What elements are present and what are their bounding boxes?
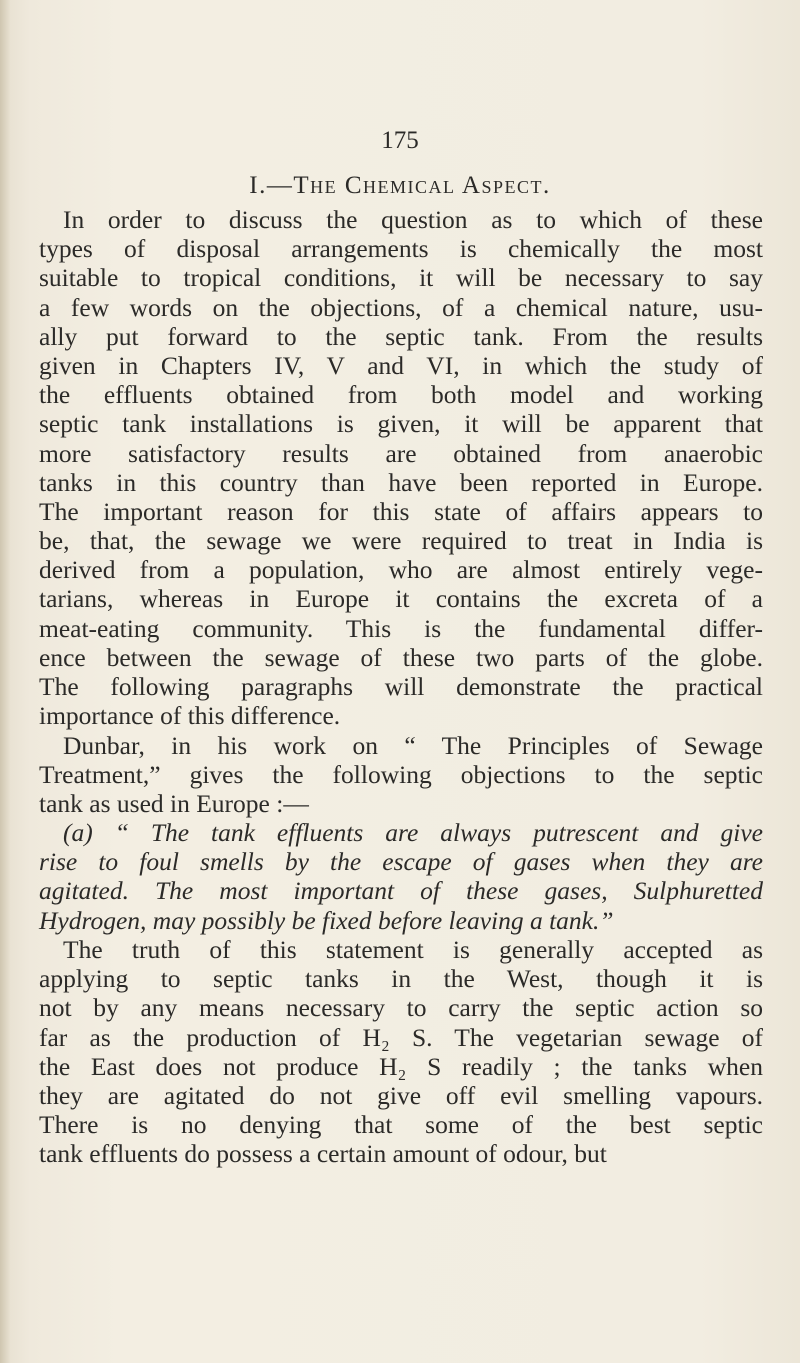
text-line: (a) “ The tank effluents are always putrescent and give	[63, 818, 763, 847]
quote-dunbar-objection	[39, 818, 763, 935]
text-line: tank as used in Europe :—	[39, 789, 309, 819]
paragraph-chemical-aspect	[39, 205, 763, 730]
text-line: ence between the sewage of these two parts of the globe.	[39, 642, 763, 672]
text-line: importance of this difference.	[39, 701, 341, 731]
text-line: Treatment,” gives the following objections to the septic	[39, 760, 763, 790]
text-line: more satisfactory results are obtained from anaerobic	[39, 438, 763, 468]
text-line: The following paragraphs will demonstrate the practical	[39, 672, 763, 701]
text-line: not by any means necessary to carry the septic action so	[39, 993, 763, 1023]
text-line: Hydrogen, may possibly be fixed before leaving a tank.”	[39, 905, 614, 935]
text-line: types of disposal arrangements is chemically the most	[39, 234, 763, 264]
section-heading: I.—The Chemical Aspect.	[249, 172, 551, 199]
text-line: tarians, whereas in Europe it contains the excreta of a	[39, 584, 763, 614]
text-line: they are agitated do not give off evil smelling vapours.	[39, 1080, 763, 1110]
text-line: rise to foul smells by the escape of gases when they are	[39, 847, 763, 877]
text-line: given in Chapters IV, V and VI, in which the study of	[39, 350, 763, 380]
text-line: The truth of this statement is generally accepted as	[63, 935, 763, 964]
text-line: the effluents obtained from both model and working	[39, 380, 763, 410]
text-line: derived from a population, who are almost entirely vege-	[39, 555, 763, 585]
text-line: be, that, the sewage we were required to treat in India is	[39, 526, 763, 556]
paragraph-dunbar	[39, 731, 763, 819]
page-gutter-shadow	[0, 0, 10, 1363]
page-number: 175	[381, 127, 419, 154]
text-line: septic tank installations is given, it will be apparent that	[39, 409, 763, 439]
text-line: tanks in this country than have been reported in Europe.	[39, 467, 763, 497]
paragraph-truth-of-statement	[39, 935, 763, 1169]
text-line: In order to discuss the question as to which of these	[63, 205, 763, 234]
text-line: meat-eating community. This is the fundamental differ-	[39, 613, 763, 643]
text-line: applying to septic tanks in the West, though it is	[39, 964, 763, 994]
text-line: far as the production of H₂ S. The vegetarian sewage of	[39, 1022, 763, 1052]
text-line: agitated. The most important of these gases, Sulphuretted	[39, 876, 763, 906]
text-line: suitable to tropical conditions, it will be necessary to say	[39, 263, 763, 293]
text-line: Dunbar, in his work on “ The Principles of Sewage	[63, 731, 763, 760]
text-line: ally put forward to the septic tank. From the results	[39, 321, 763, 351]
text-line: tank effluents do possess a certain amount of odour, but	[39, 1139, 607, 1169]
text-line: There is no denying that some of the best septic	[39, 1110, 763, 1140]
text-line: the East does not produce H₂ S readily ; the tanks when	[39, 1051, 763, 1081]
text-line: a few words on the objections, of a chemical nature, usu-	[39, 292, 763, 322]
text-line: The important reason for this state of affairs appears to	[39, 496, 763, 526]
